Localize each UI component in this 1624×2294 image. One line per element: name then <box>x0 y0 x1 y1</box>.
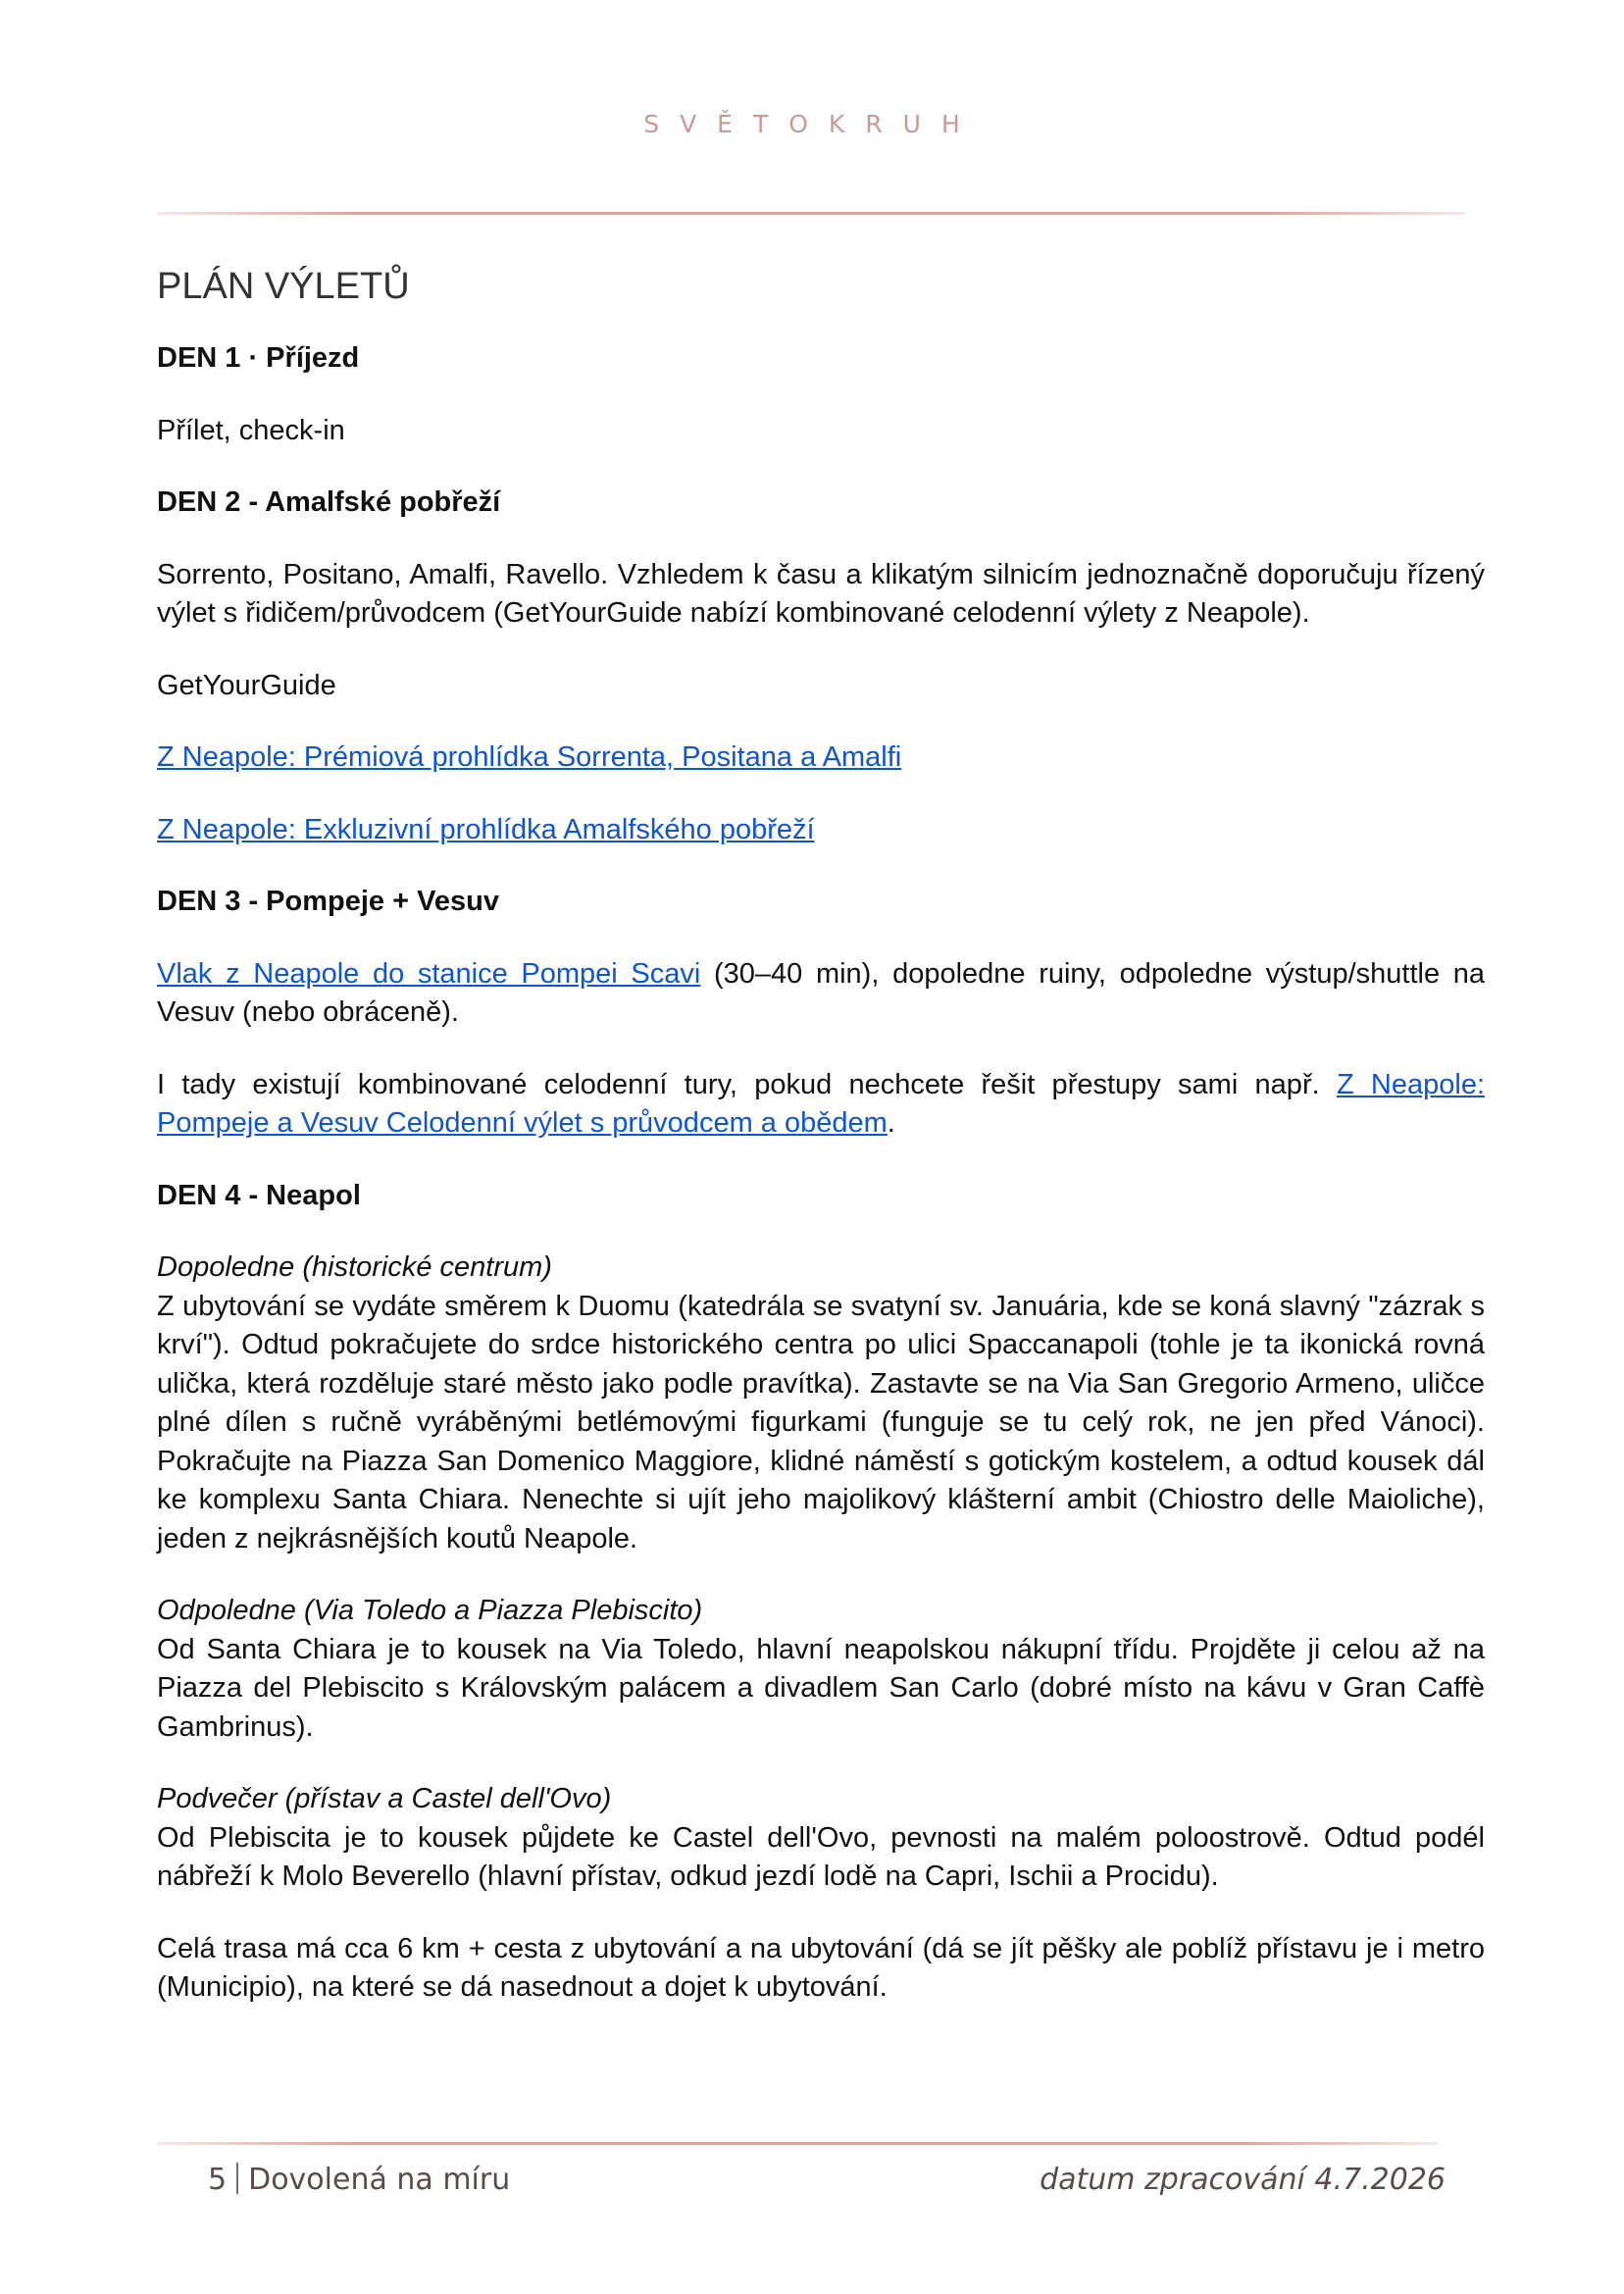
day3-train-paragraph <box>157 955 1485 1033</box>
day3-heading: DEN 3 - Pompeje + Vesuv <box>157 886 499 917</box>
day3-tours-link[interactable]: Z Neapole: Pompeje a Vesuv Celodenní výlet s průvodcem a obědem <box>157 1068 1486 1139</box>
page-title: PLÁN VÝLETŮ <box>157 266 410 307</box>
day1-heading: DEN 1 · Příjezd <box>157 342 360 374</box>
day4-morning-text: Z ubytování se vydáte směrem k Duomu (katedrála se svatyní sv. Januária, kde se koná slavný "zázrak s krví"). Odtud pokračujete do srdce historického centra po ulici Spaccanapoli (tohle je ta ikonická rovná ulička, která rozděluje staré město jako podle pravítka). Zastavte se na Via San Gregorio Armeno, uličce plné dílen s ručně vyráběnými betlémovými figurkami (funguje se tu celý rok, ne jen před Vánoci). Pokračujte na Piazza San Domenico Maggiore, klidné náměstí s gotickým kostelem, a odtud kousek dál ke komplexu Santa Chiara. Nenechte si ujít jeho majolikový klášterní ambit (Chiostro delle Maioliche), jeden z nejkrásnějších koutů Neapole. <box>157 1290 1485 1555</box>
day4-summary: Celá trasa má cca 6 km + cesta z ubytování a na ubytování (dá se jít pěšky ale poblíž přístavu je i metro (Municipio), na které se dá nasednout a dojet k ubytování. <box>157 1932 1485 2003</box>
day4-afternoon-title: Odpoledne (Via Toledo a Piazza Plebiscito) <box>157 1595 703 1626</box>
page-number: 5 <box>208 2163 228 2197</box>
footer-separator <box>236 2163 238 2194</box>
day3-train-link[interactable]: Vlak z Neapole do stanice Pompei Scavi <box>157 957 701 990</box>
day4-afternoon-text: Od Santa Chiara je to kousek na Via Toledo, hlavní neapolskou nákupní třídu. Projděte ji celou až na Piazza del Plebiscito s Královským palácem a divadlem San Carlo (dobré místo na kávu v Gran Caffè Gambrinus). <box>157 1633 1485 1743</box>
footer-left <box>208 2163 510 2197</box>
day2-link-exclusive-tour[interactable]: Z Neapole: Exkluzivní prohlídka Amalfského pobřeží <box>157 813 815 845</box>
day2-provider: GetYourGuide <box>157 669 336 701</box>
day3-tours-text: I tady existují kombinované celodenní tury, pokud nechcete řešit přestupy sami např. <box>157 1068 1337 1100</box>
day4-morning-title: Dopoledne (historické centrum) <box>157 1251 552 1283</box>
day1-text: Přílet, check-in <box>157 414 345 446</box>
day2-heading: DEN 2 - Amalfské pobřeží <box>157 486 501 518</box>
footer-date: datum zpracování 4.7.2026 <box>1040 2163 1446 2197</box>
footer-doc-title: Dovolená na míru <box>248 2163 511 2197</box>
day2-link-premium-tour[interactable]: Z Neapole: Prémiová prohlídka Sorrenta, Positana a Amalfi <box>157 741 902 773</box>
footer-divider <box>157 2142 1438 2145</box>
day4-evening-title: Podvečer (přístav a Castel dell'Ovo) <box>157 1783 612 1814</box>
day3-train-text: (30–40 min), dopoledne ruiny, odpoledne výstup/shuttle na Vesuv (nebo obráceně). <box>157 957 1485 1028</box>
day4-evening-text: Od Plebiscita je to kousek půjdete ke Castel dell'Ovo, pevnosti na malém poloostrově. Odtud podél nábřeží k Molo Beverello (hlavní přístav, odkud jezdí lodě na Capri, Ischii a Procidu). <box>157 1821 1485 1892</box>
day3-tours-end: . <box>887 1107 895 1139</box>
day3-tours-paragraph <box>157 1066 1485 1144</box>
header-divider <box>157 212 1465 215</box>
page-content <box>157 265 1485 2041</box>
day2-text: Sorrento, Positano, Amalfi, Ravello. Vzhledem k času a klikatým silnicím jednoznačně doporučuju řízený výlet s řidičem/průvodcem (GetYourGuide nabízí kombinované celodenní výlety z Neapole). <box>157 558 1485 629</box>
brand-header: SVĚTOKRUH <box>643 110 981 138</box>
day4-heading: DEN 4 - Neapol <box>157 1179 361 1211</box>
